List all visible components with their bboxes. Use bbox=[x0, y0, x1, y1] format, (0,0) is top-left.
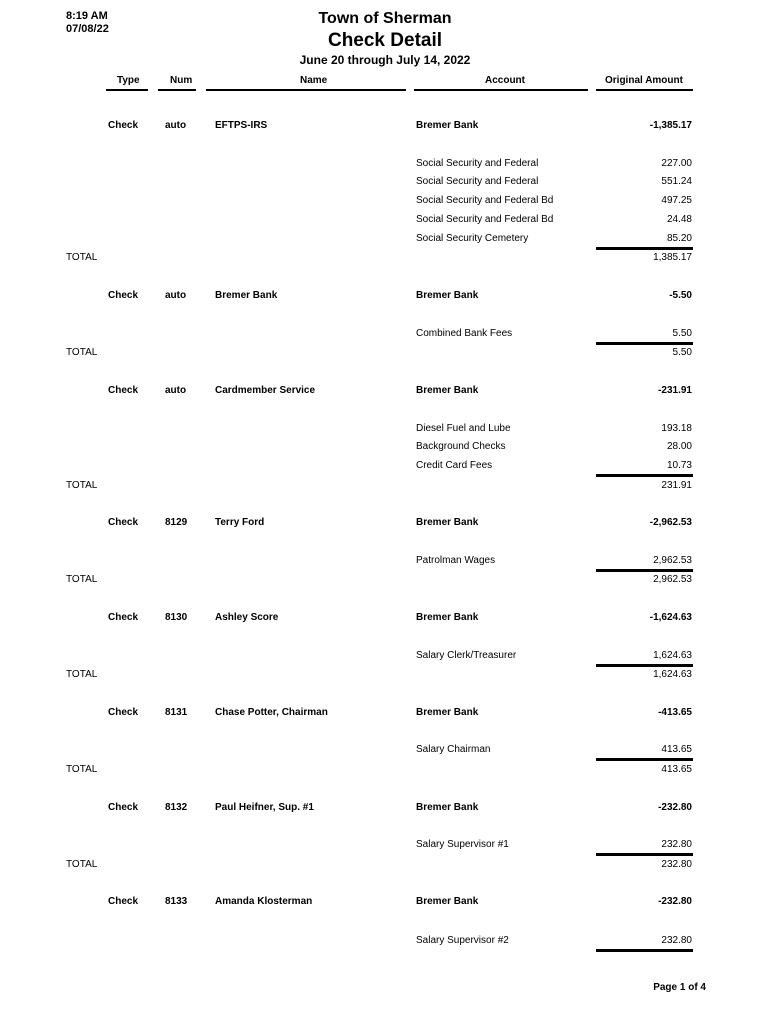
check-amount: -232.80 bbox=[658, 802, 692, 813]
split-account: Salary Supervisor #2 bbox=[416, 935, 509, 946]
bank-account: Bremer Bank bbox=[416, 290, 479, 301]
check-number: 8132 bbox=[165, 802, 188, 813]
header-underline bbox=[106, 89, 148, 91]
split-amount: 551.24 bbox=[661, 176, 692, 187]
check-number: 8129 bbox=[165, 517, 188, 528]
split-amount: 227.00 bbox=[661, 158, 692, 169]
check-amount: -232.80 bbox=[658, 896, 692, 907]
bank-account: Bremer Bank bbox=[416, 802, 479, 813]
check-type: Check bbox=[108, 290, 139, 301]
header-underline bbox=[158, 89, 196, 91]
payee-name: Paul Heifner, Sup. #1 bbox=[215, 802, 314, 813]
split-account: Social Security and Federal Bd bbox=[416, 195, 554, 206]
report-date-range: June 20 through July 14, 2022 bbox=[299, 53, 471, 67]
split-account: Salary Chairman bbox=[416, 744, 491, 755]
total-amount: 1,385.17 bbox=[653, 252, 692, 263]
split-account: Social Security and Federal bbox=[416, 158, 539, 169]
subtotal-rule bbox=[596, 342, 693, 345]
bank-account: Bremer Bank bbox=[416, 517, 479, 528]
check-number: 8133 bbox=[165, 896, 188, 907]
split-amount: 232.80 bbox=[661, 935, 692, 946]
check-amount: -1,624.63 bbox=[649, 612, 692, 623]
split-account: Diesel Fuel and Lube bbox=[416, 423, 511, 434]
payee-name: EFTPS-IRS bbox=[215, 120, 268, 131]
column-header-name: Name bbox=[300, 75, 328, 86]
split-account: Combined Bank Fees bbox=[416, 328, 513, 339]
split-account: Credit Card Fees bbox=[416, 460, 493, 471]
split-amount: 10.73 bbox=[666, 460, 692, 471]
bank-account: Bremer Bank bbox=[416, 896, 479, 907]
column-header-account: Account bbox=[485, 75, 525, 86]
check-amount: -2,962.53 bbox=[649, 517, 692, 528]
header-underline bbox=[206, 89, 406, 91]
subtotal-rule bbox=[596, 758, 693, 761]
column-header-num: Num bbox=[170, 75, 193, 86]
split-account: Background Checks bbox=[416, 441, 506, 452]
split-amount: 232.80 bbox=[661, 839, 692, 850]
split-amount: 28.00 bbox=[666, 441, 692, 452]
check-type: Check bbox=[108, 802, 139, 813]
split-amount: 1,624.63 bbox=[653, 650, 692, 661]
split-amount: 413.65 bbox=[661, 744, 692, 755]
company-name: Town of Sherman bbox=[318, 10, 452, 27]
total-amount: 231.91 bbox=[661, 480, 692, 491]
page-number: Page 1 of 4 bbox=[653, 982, 706, 993]
total-amount: 5.50 bbox=[672, 347, 692, 358]
split-amount: 497.25 bbox=[661, 195, 692, 206]
check-number: auto bbox=[165, 120, 187, 131]
subtotal-rule bbox=[596, 664, 693, 667]
total-amount: 1,624.63 bbox=[653, 669, 692, 680]
check-amount: -231.91 bbox=[658, 385, 692, 396]
total-label: TOTAL bbox=[66, 764, 98, 775]
split-amount: 193.18 bbox=[661, 423, 692, 434]
split-account: Social Security and Federal bbox=[416, 176, 539, 187]
total-label: TOTAL bbox=[66, 574, 98, 585]
split-amount: 2,962.53 bbox=[653, 555, 692, 566]
header-underline bbox=[596, 89, 693, 91]
total-label: TOTAL bbox=[66, 347, 98, 358]
check-type: Check bbox=[108, 896, 139, 907]
split-account: Salary Clerk/Treasurer bbox=[416, 650, 517, 661]
check-amount: -413.65 bbox=[658, 707, 692, 718]
check-type: Check bbox=[108, 707, 139, 718]
split-account: Social Security Cemetery bbox=[416, 233, 529, 244]
subtotal-rule bbox=[596, 247, 693, 250]
check-type: Check bbox=[108, 385, 139, 396]
bank-account: Bremer Bank bbox=[416, 120, 479, 131]
check-number: 8130 bbox=[165, 612, 188, 623]
split-account: Social Security and Federal Bd bbox=[416, 214, 554, 225]
total-label: TOTAL bbox=[66, 252, 98, 263]
subtotal-rule bbox=[596, 853, 693, 856]
split-amount: 24.48 bbox=[666, 214, 692, 225]
split-amount: 5.50 bbox=[672, 328, 692, 339]
total-label: TOTAL bbox=[66, 669, 98, 680]
subtotal-rule bbox=[596, 474, 693, 477]
total-amount: 413.65 bbox=[661, 764, 692, 775]
check-amount: -5.50 bbox=[669, 290, 692, 301]
total-amount: 2,962.53 bbox=[653, 574, 692, 585]
payee-name: Terry Ford bbox=[215, 517, 265, 528]
check-type: Check bbox=[108, 517, 139, 528]
total-label: TOTAL bbox=[66, 480, 98, 491]
subtotal-rule bbox=[596, 949, 693, 952]
check-number: auto bbox=[165, 385, 187, 396]
bank-account: Bremer Bank bbox=[416, 612, 479, 623]
split-account: Patrolman Wages bbox=[416, 555, 496, 566]
column-header-type: Type bbox=[117, 75, 140, 86]
payee-name: Ashley Score bbox=[215, 612, 279, 623]
bank-account: Bremer Bank bbox=[416, 385, 479, 396]
check-number: auto bbox=[165, 290, 187, 301]
report-title: Check Detail bbox=[327, 30, 443, 51]
column-header-amount: Original Amount bbox=[605, 75, 683, 86]
header-underline bbox=[414, 89, 588, 91]
payee-name: Bremer Bank bbox=[215, 290, 278, 301]
payee-name: Chase Potter, Chairman bbox=[215, 707, 328, 718]
subtotal-rule bbox=[596, 569, 693, 572]
bank-account: Bremer Bank bbox=[416, 707, 479, 718]
split-account: Salary Supervisor #1 bbox=[416, 839, 509, 850]
total-amount: 232.80 bbox=[661, 859, 692, 870]
check-number: 8131 bbox=[165, 707, 188, 718]
print-date: 07/08/22 bbox=[66, 23, 109, 35]
total-label: TOTAL bbox=[66, 859, 98, 870]
split-amount: 85.20 bbox=[666, 233, 692, 244]
print-time: 8:19 AM bbox=[66, 10, 108, 22]
check-type: Check bbox=[108, 120, 139, 131]
payee-name: Amanda Klosterman bbox=[215, 896, 313, 907]
payee-name: Cardmember Service bbox=[215, 385, 316, 396]
check-amount: -1,385.17 bbox=[649, 120, 692, 131]
check-type: Check bbox=[108, 612, 139, 623]
